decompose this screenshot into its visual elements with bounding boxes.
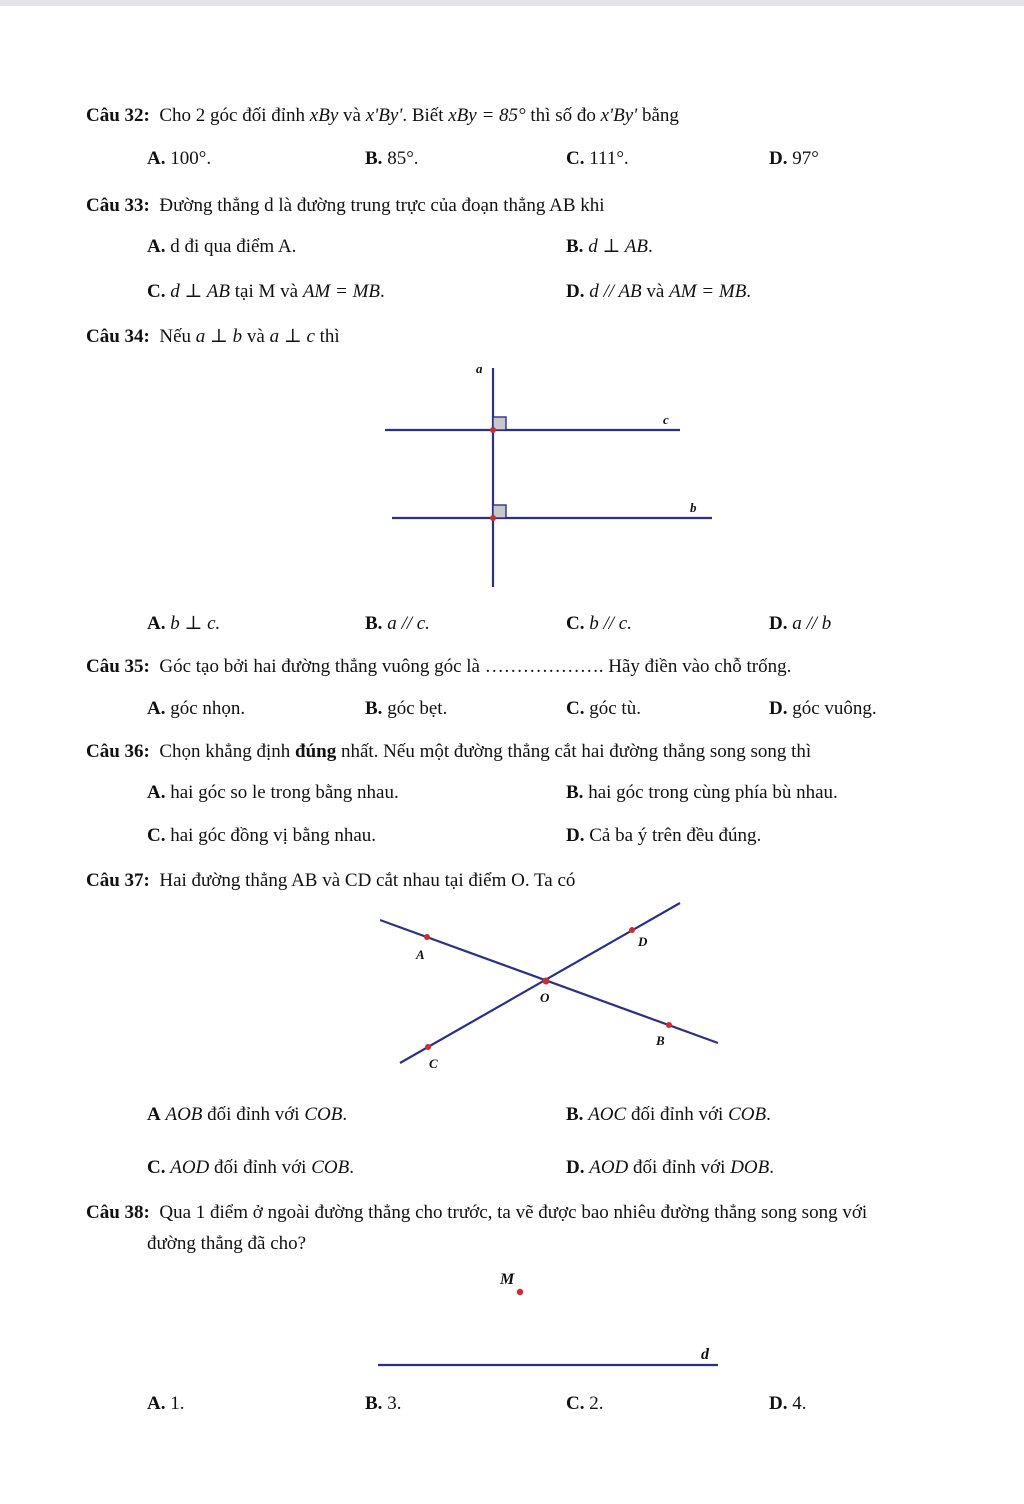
period: . <box>769 1157 774 1178</box>
option-text: hai góc so le trong bằng nhau. <box>170 782 399 803</box>
option-letter: D. <box>769 148 788 169</box>
option-text: đối đỉnh với <box>630 1104 724 1125</box>
option-letter: C. <box>566 1393 585 1414</box>
option-letter: B. <box>365 1393 383 1414</box>
q35-option-d[interactable] <box>769 697 877 721</box>
option-letter: D. <box>769 613 788 634</box>
stem-text: Đường thẳng d là đường trung trực của đoạn thẳng AB khi <box>159 195 605 216</box>
intersection-point <box>490 427 496 433</box>
q38-option-b[interactable] <box>365 1392 401 1416</box>
option-letter: D. <box>566 1157 585 1178</box>
question-number: Câu 33: <box>86 195 150 216</box>
option-text: 111°. <box>589 148 629 169</box>
option-text: Cả ba ý trên đều đúng. <box>589 825 762 846</box>
stem-text: Nếu <box>159 326 192 347</box>
q33-option-d[interactable] <box>566 280 751 304</box>
stem-emphasis: đúng <box>295 741 337 762</box>
question-34-stem <box>86 325 340 349</box>
stem-text: Qua 1 điểm ở ngoài đường thẳng cho trước, ta vẽ được bao nhiêu đường thẳng song song với <box>159 1202 868 1223</box>
option-letter: D. <box>566 825 585 846</box>
option-letter: B. <box>566 236 584 257</box>
option-math: AM = MB <box>302 281 380 302</box>
point-o <box>543 978 550 985</box>
q38-option-c[interactable] <box>566 1392 603 1416</box>
option-text: góc vuông. <box>792 698 877 719</box>
q36-option-d[interactable] <box>566 824 761 848</box>
option-math: AOB <box>165 1104 203 1125</box>
option-text: góc bẹt. <box>387 698 448 719</box>
option-text: góc nhọn. <box>170 698 246 719</box>
question-37-stem <box>86 869 575 893</box>
option-letter: D. <box>566 281 585 302</box>
question-number: Câu 34: <box>86 326 150 347</box>
period: . <box>766 1104 771 1125</box>
q35-option-c[interactable] <box>566 697 641 721</box>
point-c <box>425 1044 431 1050</box>
question-36-stem <box>86 740 811 764</box>
label-b: b <box>690 500 697 515</box>
option-letter: C. <box>566 148 585 169</box>
stem-text: nhất. Nếu một đường thẳng cắt hai đường thẳng song song thì <box>340 741 812 762</box>
angle-value: xBy = 85° <box>448 105 526 126</box>
option-text: và <box>646 281 665 302</box>
point-a <box>424 934 430 940</box>
q32-option-c[interactable] <box>566 147 629 171</box>
stem-text: thì số đo <box>530 105 596 126</box>
option-text: đối đỉnh với <box>214 1157 307 1178</box>
question-number: Câu 32: <box>86 105 150 126</box>
option-letter: A. <box>147 148 166 169</box>
option-letter: C. <box>566 698 585 719</box>
period: . <box>342 1104 348 1125</box>
point-d <box>629 927 635 933</box>
q37-option-c[interactable] <box>147 1156 354 1180</box>
option-text: d đi qua điểm A. <box>170 236 297 257</box>
option-text: đối đỉnh với <box>633 1157 726 1178</box>
option-text: đối đỉnh với <box>207 1104 300 1125</box>
stem-text: Hai đường thẳng AB và CD cắt nhau tại điểm O. Ta có <box>159 870 576 891</box>
angle-x'by': x'By' <box>600 105 638 126</box>
option-math: d ⊥ AB <box>588 236 648 257</box>
option-text: 2. <box>589 1393 604 1414</box>
angle-xby: xBy <box>309 105 339 126</box>
label-C: C <box>429 1056 438 1071</box>
q35-option-a[interactable] <box>147 697 245 721</box>
option-text: tại M và <box>234 281 299 302</box>
option-math: a // c. <box>387 613 430 634</box>
option-math: COB <box>311 1157 350 1178</box>
period: . <box>380 281 385 302</box>
q36-option-c[interactable] <box>147 824 376 848</box>
option-letter: A. <box>147 613 166 634</box>
option-letter: C. <box>147 825 166 846</box>
q38-option-d[interactable] <box>769 1392 806 1416</box>
label-M: M <box>500 1271 515 1288</box>
option-math: AOD <box>589 1157 629 1178</box>
question-35-stem <box>86 655 791 679</box>
period: . <box>349 1157 354 1178</box>
option-math: AOC <box>588 1104 627 1125</box>
q34-option-d[interactable] <box>769 612 831 636</box>
top-edge-bar <box>0 0 1024 6</box>
option-math: COB <box>304 1104 343 1125</box>
label-A: A <box>416 947 425 962</box>
angle-x'by': x'By' <box>365 105 403 126</box>
q33-option-b[interactable] <box>566 235 653 259</box>
point-b <box>666 1022 672 1028</box>
option-math: d // AB <box>589 281 642 302</box>
option-letter: A. <box>147 782 166 803</box>
option-letter: A. <box>147 236 166 257</box>
q36-option-b[interactable] <box>566 781 838 805</box>
q34-option-a[interactable] <box>147 612 220 636</box>
option-text: 4. <box>792 1393 807 1414</box>
stem-math: a ⊥ c <box>269 326 315 347</box>
option-text: 97° <box>792 148 819 169</box>
stem-text: và <box>246 326 265 347</box>
q34-option-b[interactable] <box>365 612 430 636</box>
label-c: c <box>663 412 669 427</box>
label-O: O <box>540 990 550 1005</box>
q33-option-c[interactable] <box>147 280 385 304</box>
option-text: 85°. <box>387 148 419 169</box>
option-letter: C. <box>566 613 585 634</box>
intersection-point <box>490 515 496 521</box>
option-text: 1. <box>170 1393 185 1414</box>
question-32-stem <box>86 104 679 128</box>
option-text: 100°. <box>170 148 212 169</box>
stem-text: bằng <box>641 105 679 126</box>
option-letter: B. <box>566 782 584 803</box>
question-number: Câu 38: <box>86 1202 150 1223</box>
q37-option-a[interactable] <box>147 1103 347 1127</box>
stem-text: và <box>343 105 361 126</box>
q37-option-d[interactable] <box>566 1156 774 1180</box>
stem-text: thì <box>319 326 340 347</box>
option-math: a // b <box>792 613 832 634</box>
period: . <box>746 281 752 302</box>
option-letter: A. <box>147 1393 166 1414</box>
option-text: 3. <box>387 1393 402 1414</box>
q33-option-a[interactable] <box>147 235 296 259</box>
q38-option-a[interactable] <box>147 1392 184 1416</box>
option-letter: A. <box>147 698 166 719</box>
q32-option-d[interactable] <box>769 147 819 171</box>
q32-option-b[interactable] <box>365 147 419 171</box>
option-text: hai góc đồng vị bằng nhau. <box>170 825 377 846</box>
question-38-stem-line2: đường thẳng đã cho? <box>147 1233 307 1254</box>
question-number: Câu 36: <box>86 741 150 762</box>
q37-figure <box>380 895 730 1080</box>
stem-text: Cho 2 góc đối đỉnh <box>159 105 306 126</box>
option-math: d ⊥ AB <box>170 281 230 302</box>
option-letter: D. <box>769 1393 788 1414</box>
q37-option-b[interactable] <box>566 1103 771 1127</box>
option-letter: B. <box>365 698 383 719</box>
option-letter: C. <box>147 281 166 302</box>
label-a: a <box>476 361 483 376</box>
period: . <box>647 236 653 257</box>
label-D: D <box>638 934 648 949</box>
option-letter: B. <box>365 613 383 634</box>
question-33-stem <box>86 194 605 218</box>
q34-option-c[interactable] <box>566 612 632 636</box>
q32-option-a[interactable] <box>147 147 211 171</box>
stem-text: Góc tạo bởi hai đường thẳng vuông góc là ………………. Hãy điền vào chỗ trống. <box>159 656 792 677</box>
option-math: DOB <box>730 1157 770 1178</box>
stem-text: . Biết <box>402 105 444 126</box>
option-letter: B. <box>566 1104 584 1125</box>
option-math: COB <box>728 1104 767 1125</box>
label-B: B <box>656 1033 665 1048</box>
stem-math: a ⊥ b <box>195 326 243 347</box>
option-math: AM = MB <box>669 281 747 302</box>
label-d: d <box>701 1346 709 1363</box>
option-text: góc tù. <box>589 698 641 719</box>
option-math: b ⊥ c. <box>170 613 221 634</box>
line-cd <box>400 903 680 1063</box>
option-math: b // c. <box>589 613 632 634</box>
q38-figure <box>370 1260 730 1375</box>
option-math: AOD <box>170 1157 210 1178</box>
point-m <box>517 1289 523 1295</box>
question-38-stem <box>86 1201 867 1225</box>
question-number: Câu 37: <box>86 870 150 891</box>
option-letter: B. <box>365 148 383 169</box>
option-letter: A <box>147 1104 161 1125</box>
stem-text: Chọn khẳng định <box>159 741 291 762</box>
option-letter: D. <box>769 698 788 719</box>
option-text: hai góc trong cùng phía bù nhau. <box>588 782 838 803</box>
q36-option-a[interactable] <box>147 781 399 805</box>
q35-option-b[interactable] <box>365 697 447 721</box>
question-number: Câu 35: <box>86 656 150 677</box>
option-letter: C. <box>147 1157 166 1178</box>
q34-figure <box>370 355 730 595</box>
